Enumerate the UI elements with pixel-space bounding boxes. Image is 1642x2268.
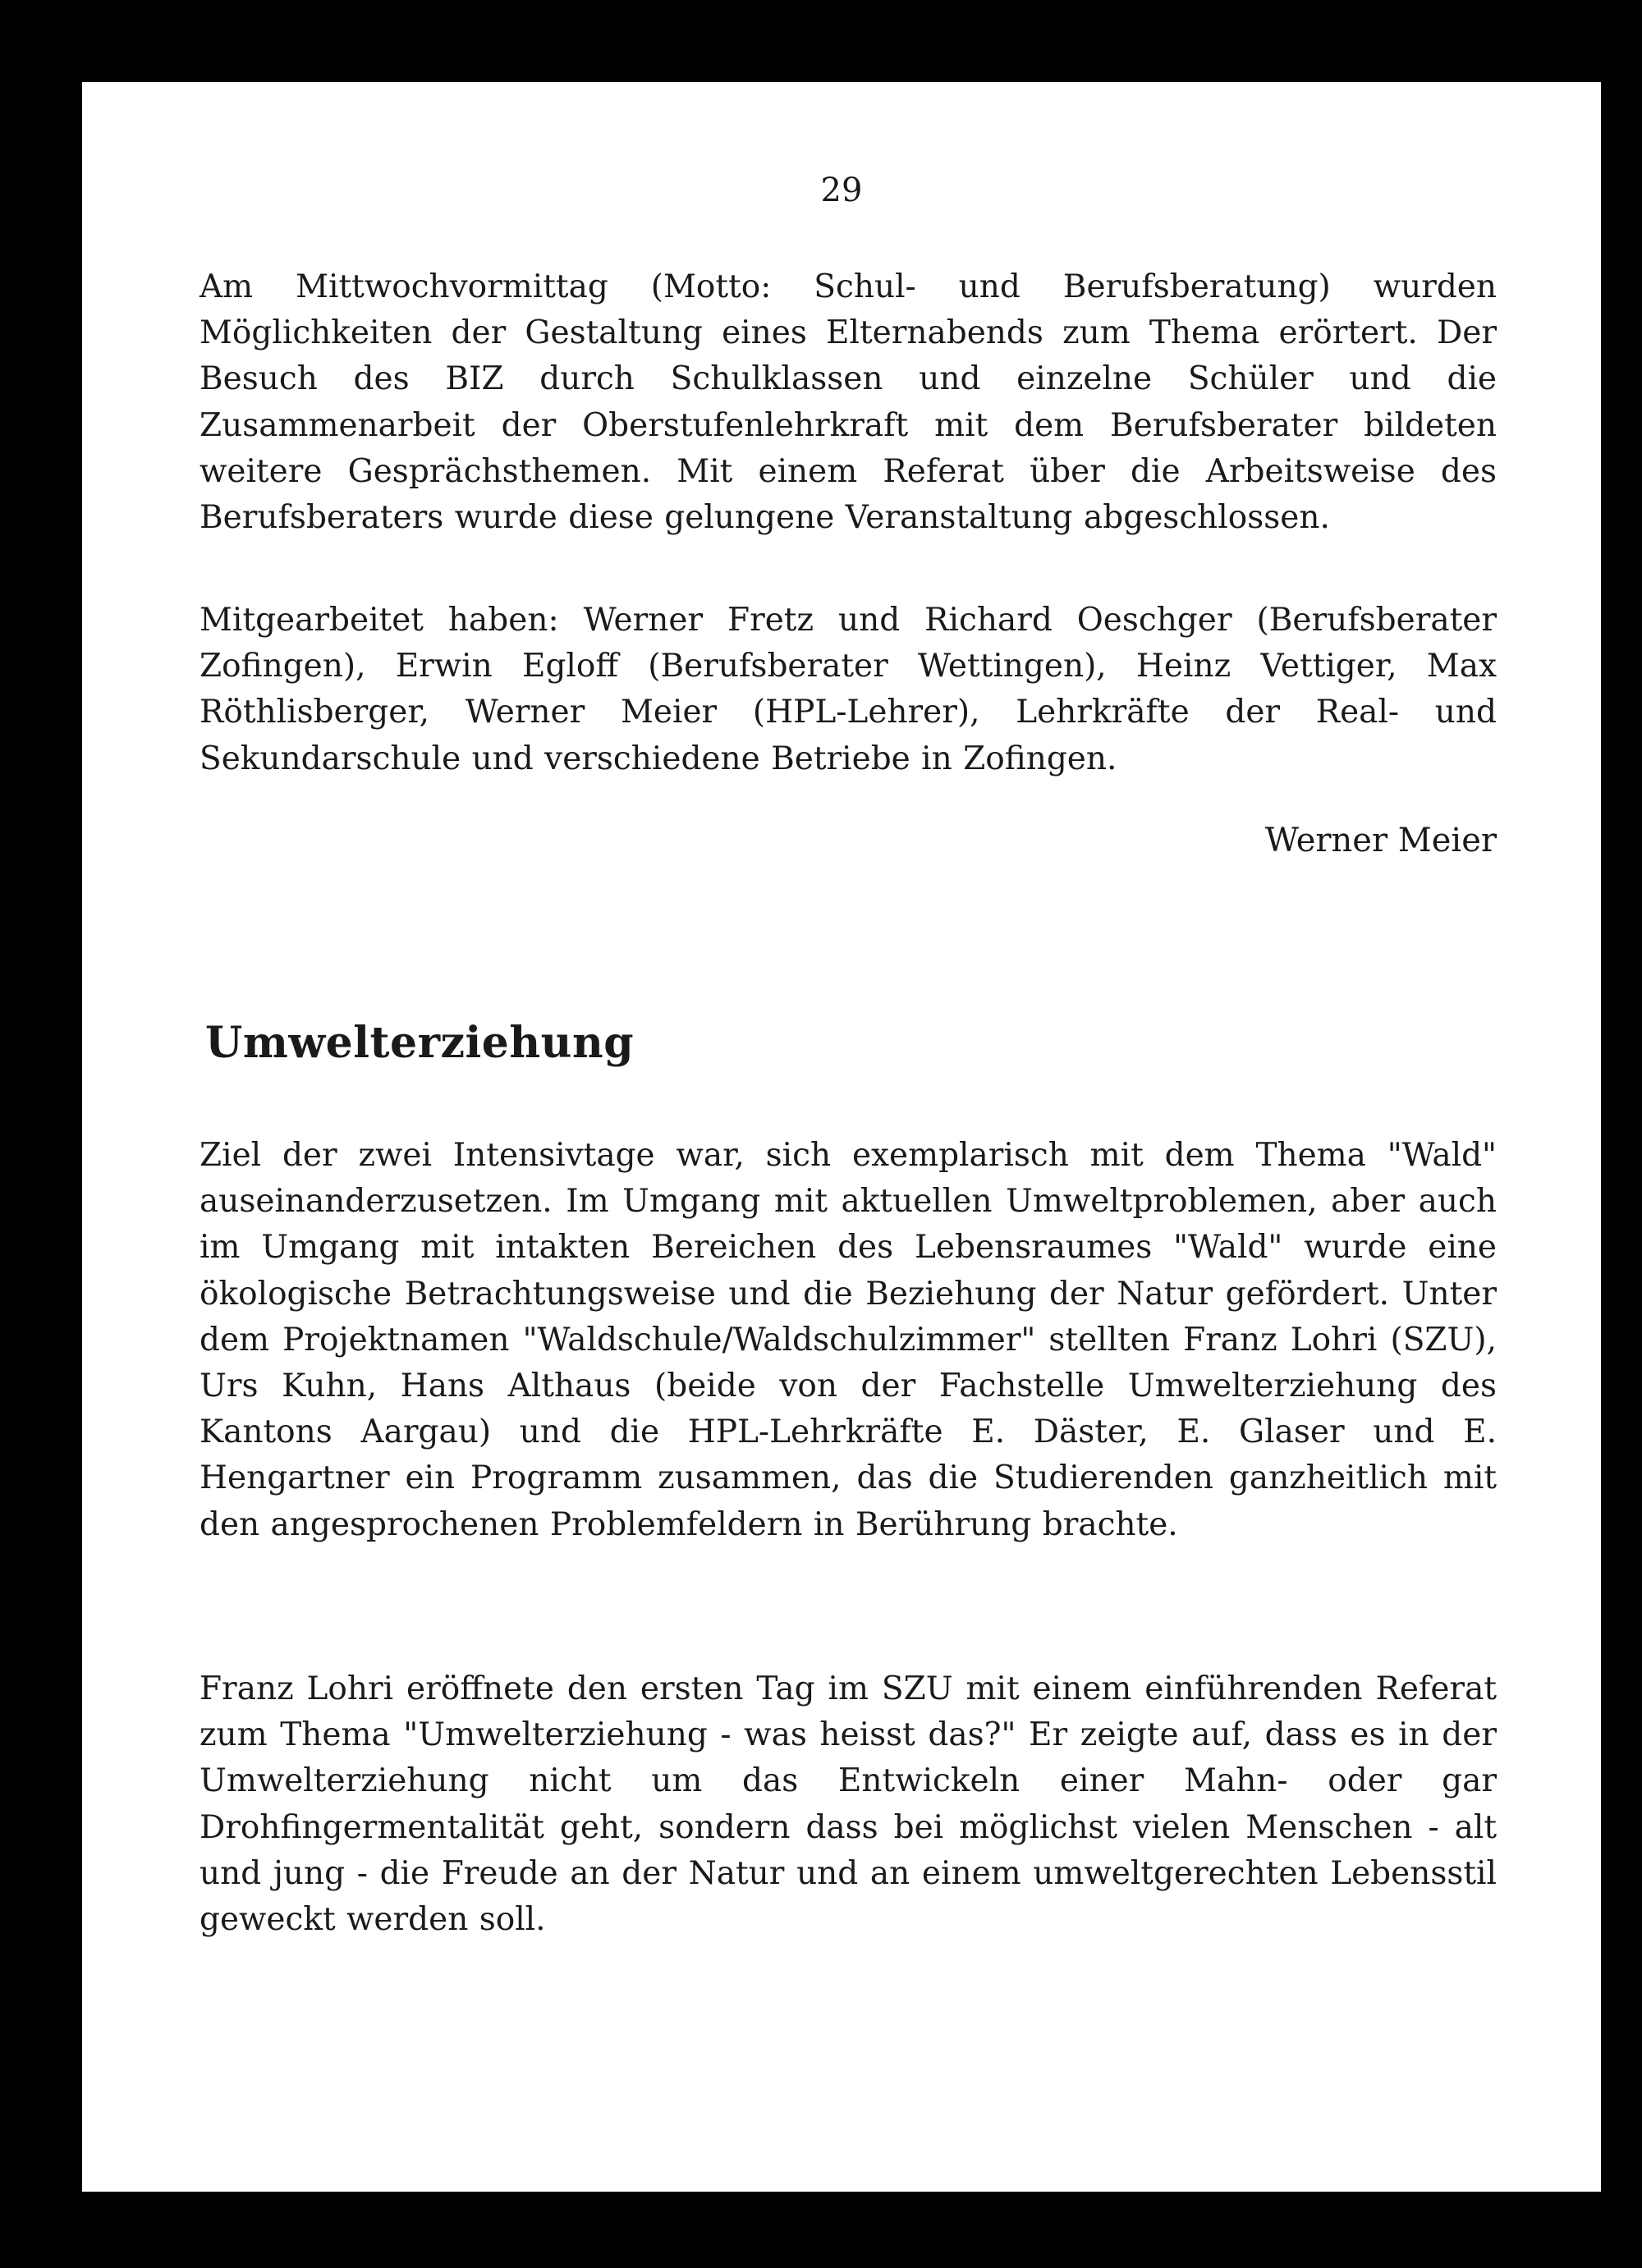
page-number: 29 <box>820 172 863 209</box>
paragraph-text: Ziel der zwei Intensivtage war, sich exemplarisch mit dem Thema "Wald" auseinanderzusetzen. Im Umgang mit aktuellen Umweltproblemen, aber auch im Umgang mit intakten Bereichen des Lebensraumes "Wald" wurde eine ökologische Betrachtungsweise und die Beziehung der Natur gefördert. Unter dem Projektnamen "Waldschule/Waldschulzimmer" stellten Franz Lohri (SZU), Urs Kuhn, Hans Althaus (beide von der Fachstelle Umwelterziehung des Kantons Aargau) und die HPL-Lehrkräfte E. Däster, E. Glaser und E. Hengartner ein Programm zusammen, das die Studierenden ganzheitlich mit den angesprochenen Problemfeldern in Berührung brachte. <box>200 1137 1497 1543</box>
paragraph-intensive-days <box>200 1133 1497 1548</box>
section-heading: Umwelterziehung <box>205 1018 635 1068</box>
paragraph-career-counseling <box>200 264 1497 541</box>
paragraph-text: Franz Lohri eröffnete den ersten Tag im SZU mit einem einführenden Referat zum Thema "Umwelterziehung - was heisst das?" Er zeigte auf, dass es in der Umwelterziehung nicht um das Entwickeln einer Mahn- oder gar Drohfingermentalität geht, sondern dass bei möglichst vielen Menschen - alt und jung - die Freude an der Natur und an einem umweltgerechten Lebensstil geweckt werden soll. <box>200 1670 1497 1939</box>
paragraph-text: Mitgearbeitet haben: Werner Fretz und Richard Oeschger (Berufsberater Zofingen), Erwin Egloff (Berufsberater Wettingen), Heinz Vettiger, Max Röthlisberger, Werner Meier (HPL-Lehrer), Lehrkräfte der Real- und Sekundarschule und verschiedene Betriebe in Zofingen. <box>200 602 1497 777</box>
paragraph-contributors <box>200 598 1497 782</box>
document-page <box>82 82 1601 2192</box>
paragraph-first-day <box>200 1666 1497 1943</box>
author-signature: Werner Meier <box>1264 822 1497 859</box>
paragraph-text: Am Mittwochvormittag (Motto: Schul- und Berufsberatung) wurden Möglichkeiten der Gestaltung eines Elternabends zum Thema erörtert. Der Besuch des BIZ durch Schulklassen und einzelne Schüler und die Zusammenarbeit der Oberstufenlehrkraft mit dem Berufsberater bildeten weitere Gesprächsthemen. Mit einem Referat über die Arbeitsweise des Berufsberaters wurde diese gelungene Veranstaltung abgeschlossen. <box>200 268 1497 537</box>
